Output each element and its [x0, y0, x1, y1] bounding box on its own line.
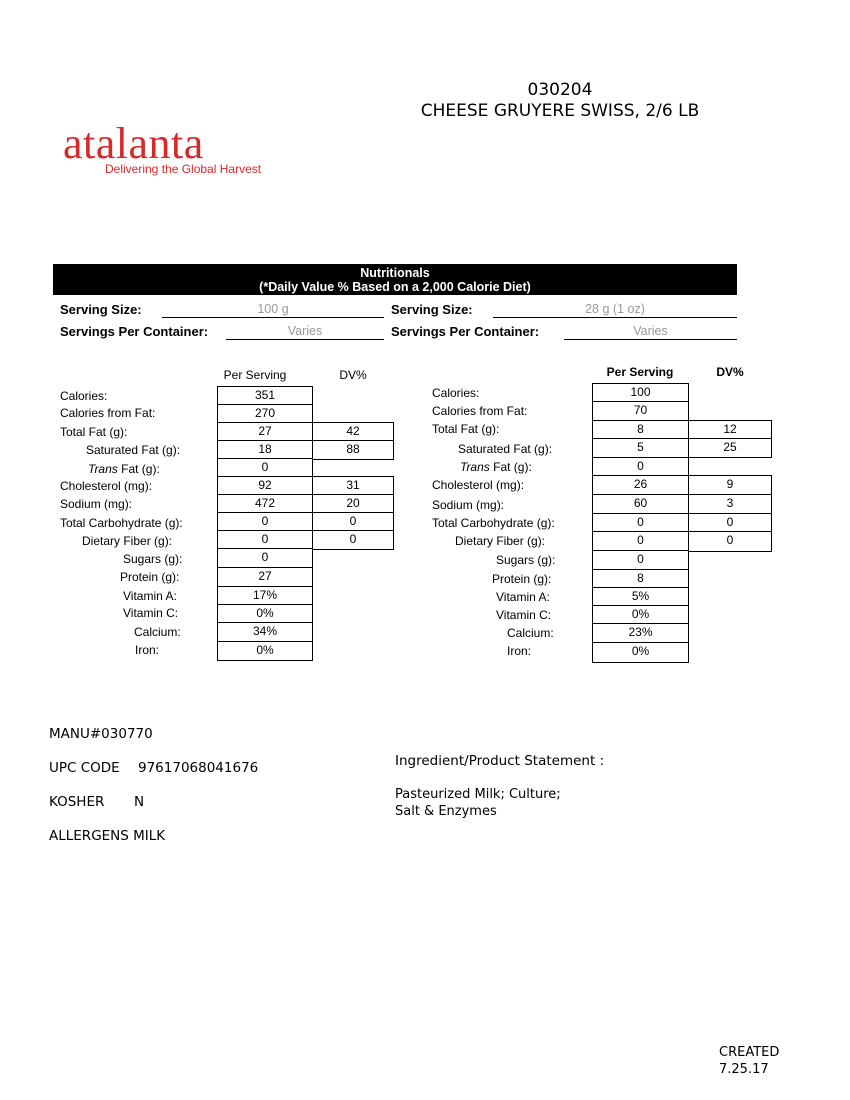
left-value-total-fat: 27	[217, 422, 313, 441]
left-value-saturated-fat: 18	[217, 440, 313, 459]
nutrition-subtitle: (*Daily Value % Based on a 2,000 Calorie Diet)	[259, 280, 531, 294]
right-value-calories-from-fat: 70	[592, 401, 689, 421]
label-calories-from-fat: Calories from Fat:	[432, 404, 528, 418]
right-value-iron: 0%	[592, 642, 689, 663]
per-serving-header-left: Per Serving	[223, 368, 287, 382]
label-trans-fat-italic: Trans	[460, 460, 490, 474]
left-dv-total-fat: 42	[312, 422, 394, 441]
servings-per-container-label-right: Servings Per Container:	[391, 324, 540, 339]
label-sugars: Sugars (g):	[496, 553, 556, 567]
label-total-carbohydrate: Total Carbohydrate (g):	[60, 516, 183, 530]
label-cholesterol: Cholesterol (mg):	[432, 478, 525, 492]
created-date: 7.25.17	[719, 1062, 769, 1077]
label-total-fat: Total Fat (g):	[432, 422, 500, 436]
left-value-sodium: 472	[217, 494, 313, 513]
serving-size-label-left: Serving Size:	[60, 302, 142, 317]
label-calories: Calories:	[432, 386, 480, 400]
left-value-vitamin-a: 17%	[217, 586, 313, 605]
product-code: 030204	[527, 80, 593, 100]
upc-code-label: UPC CODE	[49, 760, 120, 776]
label-vitamin-c: Vitamin C:	[496, 608, 552, 622]
right-dv-saturated-fat: 25	[688, 438, 772, 458]
label-saturated-fat: Saturated Fat (g):	[458, 442, 553, 456]
manufacturer-number: MANU#030770	[49, 726, 153, 742]
right-value-total-fat: 8	[592, 420, 689, 439]
right-value-total-carbohydrate: 0	[592, 513, 689, 532]
nutrition-header-bar	[53, 264, 737, 295]
left-value-vitamin-c: 0%	[217, 604, 313, 623]
logo-wordmark: atalanta	[63, 119, 204, 168]
right-value-dietary-fiber: 0	[592, 531, 689, 551]
upc-code-value: 97617068041676	[138, 760, 259, 776]
left-value-iron: 0%	[217, 641, 313, 661]
right-dv-cholesterol: 9	[688, 475, 772, 495]
label-cholesterol: Cholesterol (mg):	[60, 479, 153, 493]
label-saturated-fat: Saturated Fat (g):	[86, 443, 181, 457]
label-dietary-fiber: Dietary Fiber (g):	[455, 534, 546, 548]
right-value-cholesterol: 26	[592, 475, 689, 495]
right-value-saturated-fat: 5	[592, 438, 689, 458]
label-trans-fat-rest: Fat (g):	[489, 460, 532, 474]
created-label: CREATED	[719, 1045, 780, 1060]
serving-size-value-right: 28 g (1 oz)	[493, 301, 737, 318]
atalanta-logo	[63, 119, 293, 176]
right-dv-sodium: 3	[688, 494, 772, 514]
left-dv-cholesterol: 31	[312, 476, 394, 495]
label-dietary-fiber: Dietary Fiber (g):	[82, 534, 173, 548]
nutrition-title: Nutritionals	[360, 266, 430, 280]
right-value-protein: 8	[592, 569, 689, 588]
left-value-total-carbohydrate: 0	[217, 512, 313, 531]
label-iron: Iron:	[135, 643, 160, 657]
left-value-calories-from-fat: 270	[217, 404, 313, 423]
label-calories-from-fat: Calories from Fat:	[60, 406, 156, 420]
label-vitamin-c: Vitamin C:	[123, 606, 179, 620]
left-value-sugars: 0	[217, 548, 313, 568]
ingredient-line-2: Salt & Enzymes	[395, 804, 497, 819]
product-name: CHEESE GRUYERE SWISS, 2/6 LB	[420, 101, 700, 121]
label-protein: Protein (g):	[120, 570, 180, 584]
left-value-calories: 351	[217, 386, 313, 405]
right-value-calcium: 23%	[592, 623, 689, 643]
label-total-fat: Total Fat (g):	[60, 425, 128, 439]
label-vitamin-a: Vitamin A:	[496, 590, 550, 604]
ingredient-heading: Ingredient/Product Statement :	[395, 753, 605, 769]
servings-per-container-label-left: Servings Per Container:	[60, 324, 209, 339]
label-vitamin-a: Vitamin A:	[123, 589, 177, 603]
label-sodium: Sodium (mg):	[432, 498, 505, 512]
label-calcium: Calcium:	[134, 625, 181, 639]
logo-tagline: Delivering the Global Harvest	[105, 162, 262, 176]
left-value-dietary-fiber: 0	[217, 530, 313, 549]
left-value-trans-fat: 0	[217, 458, 313, 477]
label-calories: Calories:	[60, 389, 108, 403]
label-trans-fat-italic: Trans	[88, 462, 118, 476]
label-iron: Iron:	[507, 644, 532, 658]
right-dv-total-fat: 12	[688, 420, 772, 439]
ingredient-line-1: Pasteurized Milk; Culture;	[395, 787, 561, 802]
right-value-sodium: 60	[592, 494, 689, 514]
right-value-vitamin-a: 5%	[592, 587, 689, 606]
allergens: ALLERGENS MILK	[49, 828, 166, 844]
left-dv-saturated-fat: 88	[312, 440, 394, 460]
right-dv-dietary-fiber: 0	[688, 531, 772, 552]
dv-header-right: DV%	[716, 365, 744, 379]
left-dv-sodium: 20	[312, 494, 394, 513]
label-calcium: Calcium:	[507, 626, 554, 640]
label-trans-fat-rest: Fat (g):	[117, 462, 160, 476]
left-value-cholesterol: 92	[217, 476, 313, 495]
right-value-calories: 100	[592, 383, 689, 402]
label-total-carbohydrate: Total Carbohydrate (g):	[432, 516, 555, 530]
left-dv-total-carbohydrate: 0	[312, 512, 394, 531]
right-value-sugars: 0	[592, 550, 689, 570]
servings-per-container-value-left: Varies	[226, 323, 384, 340]
dv-header-left: DV%	[339, 368, 367, 382]
per-serving-header-right: Per Serving	[606, 365, 674, 379]
right-value-vitamin-c: 0%	[592, 605, 689, 624]
kosher-value: N	[134, 794, 145, 810]
label-protein: Protein (g):	[492, 572, 552, 586]
label-sodium: Sodium (mg):	[60, 497, 133, 511]
label-trans-fat	[88, 460, 160, 478]
label-trans-fat	[460, 458, 532, 476]
right-dv-total-carbohydrate: 0	[688, 513, 772, 532]
right-value-trans-fat: 0	[592, 457, 689, 476]
kosher-label: KOSHER	[49, 794, 105, 810]
servings-per-container-value-right: Varies	[564, 323, 737, 340]
serving-size-label-right: Serving Size:	[391, 302, 473, 317]
serving-size-value-left: 100 g	[162, 301, 384, 318]
label-sugars: Sugars (g):	[123, 552, 183, 566]
left-value-protein: 27	[217, 567, 313, 587]
left-value-calcium: 34%	[217, 622, 313, 642]
left-dv-dietary-fiber: 0	[312, 530, 394, 550]
